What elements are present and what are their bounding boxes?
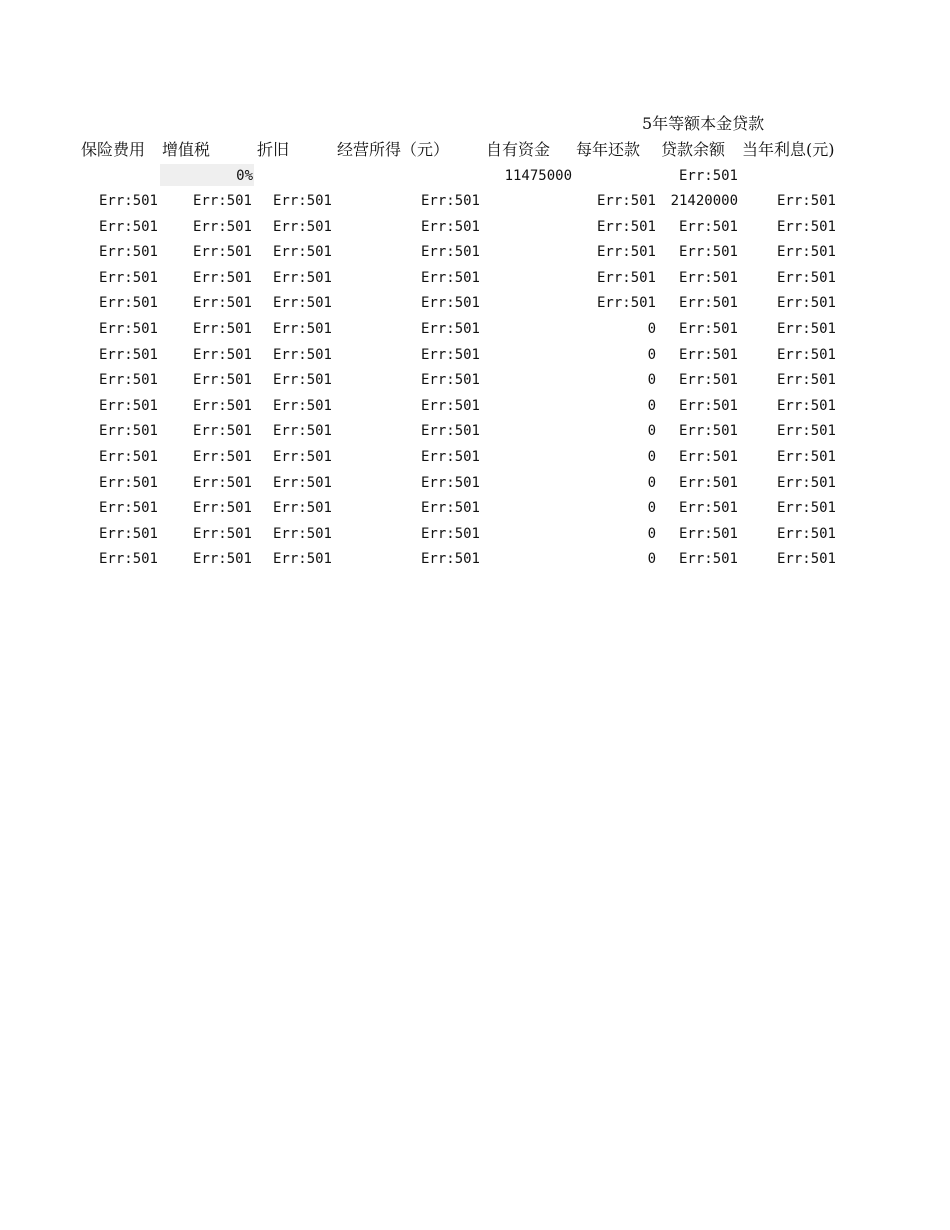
cell-operating-income: Err:501 [420, 321, 480, 337]
cell-vat: Err:501 [192, 423, 252, 439]
cell-depreciation: Err:501 [272, 244, 332, 260]
cell-insurance: Err:501 [98, 526, 158, 542]
cell-vat: Err:501 [192, 500, 252, 516]
cell-insurance: Err:501 [98, 551, 158, 567]
cell-depreciation: Err:501 [272, 500, 332, 516]
cell-annual-repayment: 0 [647, 526, 656, 542]
cell-insurance: Err:501 [98, 193, 158, 209]
cell-annual-repayment: 0 [647, 372, 656, 388]
cell-annual-interest: Err:501 [776, 423, 836, 439]
cell-depreciation: Err:501 [272, 219, 332, 235]
cell-annual-interest: Err:501 [776, 500, 836, 516]
cell-annual-interest: Err:501 [776, 449, 836, 465]
cell-annual-interest: Err:501 [776, 270, 836, 286]
cell-annual-interest: Err:501 [776, 321, 836, 337]
cell-operating-income: Err:501 [420, 551, 480, 567]
cell-annual-interest: Err:501 [776, 475, 836, 491]
cell-operating-income: Err:501 [420, 244, 480, 260]
cell-insurance: Err:501 [98, 449, 158, 465]
cell-operating-income: Err:501 [420, 219, 480, 235]
cell-depreciation: Err:501 [272, 270, 332, 286]
cell-operating-income: Err:501 [420, 423, 480, 439]
cell-loan-balance: Err:501 [678, 526, 738, 542]
cell-loan-balance: Err:501 [678, 347, 738, 363]
loan-banner: 5年等额本金贷款 [642, 114, 765, 133]
cell-operating-income: Err:501 [420, 475, 480, 491]
cell-annual-repayment: Err:501 [596, 244, 656, 260]
cell-loan-balance: Err:501 [678, 475, 738, 491]
header-annual-interest: 当年利息(元) [742, 141, 835, 159]
cell-loan-balance: 21420000 [670, 193, 738, 209]
cell-vat: Err:501 [192, 526, 252, 542]
cell-insurance: Err:501 [98, 475, 158, 491]
cell-annual-repayment: 0 [647, 347, 656, 363]
cell-depreciation: Err:501 [272, 372, 332, 388]
cell-depreciation: Err:501 [272, 193, 332, 209]
cell-annual-interest: Err:501 [776, 347, 836, 363]
cell-vat: Err:501 [192, 321, 252, 337]
cell-operating-income: Err:501 [420, 295, 480, 311]
cell-annual-repayment: 0 [647, 321, 656, 337]
cell-insurance: Err:501 [98, 423, 158, 439]
cell-operating-income: Err:501 [420, 449, 480, 465]
cell-vat: Err:501 [192, 372, 252, 388]
cell-annual-interest: Err:501 [776, 244, 836, 260]
cell-depreciation: Err:501 [272, 321, 332, 337]
cell-annual-repayment: Err:501 [596, 295, 656, 311]
cell-loan-balance: Err:501 [678, 295, 738, 311]
cell-operating-income: Err:501 [420, 500, 480, 516]
cell-loan-balance: Err:501 [678, 423, 738, 439]
cell-annual-repayment: Err:501 [596, 270, 656, 286]
cell-operating-income: Err:501 [420, 347, 480, 363]
cell-vat: Err:501 [192, 295, 252, 311]
cell-annual-repayment: 0 [647, 551, 656, 567]
cell-annual-repayment: Err:501 [596, 193, 656, 209]
cell-insurance: Err:501 [98, 398, 158, 414]
cell-insurance: Err:501 [98, 347, 158, 363]
cell-depreciation: Err:501 [272, 449, 332, 465]
cell-depreciation: Err:501 [272, 526, 332, 542]
cell-annual-repayment: 0 [647, 398, 656, 414]
cell-depreciation: Err:501 [272, 551, 332, 567]
cell-depreciation: Err:501 [272, 423, 332, 439]
cell-operating-income: Err:501 [420, 193, 480, 209]
cell-vat: Err:501 [192, 219, 252, 235]
cell-annual-repayment: 0 [647, 449, 656, 465]
cell-loan-balance: Err:501 [678, 244, 738, 260]
cell-loan-balance: Err:501 [678, 270, 738, 286]
cell-loan-balance: Err:501 [678, 551, 738, 567]
cell-annual-interest: Err:501 [776, 398, 836, 414]
cell-annual-interest: Err:501 [776, 526, 836, 542]
cell-loan-balance: Err:501 [678, 219, 738, 235]
cell-vat: Err:501 [192, 193, 252, 209]
header-vat: 增值税 [162, 140, 211, 159]
vat-rate-value: 0% [236, 168, 253, 184]
header-operating-income: 经营所得（元） [337, 140, 450, 159]
cell-insurance: Err:501 [98, 295, 158, 311]
cell-depreciation: Err:501 [272, 347, 332, 363]
cell-insurance: Err:501 [98, 500, 158, 516]
cell-loan-balance: Err:501 [678, 398, 738, 414]
cell-insurance: Err:501 [98, 321, 158, 337]
cell-loan-balance: Err:501 [678, 321, 738, 337]
header-insurance: 保险费用 [81, 140, 146, 159]
cell-insurance: Err:501 [98, 270, 158, 286]
cell-annual-repayment: 0 [647, 500, 656, 516]
cell-vat: Err:501 [192, 449, 252, 465]
cell-insurance: Err:501 [98, 372, 158, 388]
cell-annual-repayment: 0 [647, 475, 656, 491]
cell-operating-income: Err:501 [420, 526, 480, 542]
cell-depreciation: Err:501 [272, 398, 332, 414]
initial-loan-balance-value: Err:501 [678, 168, 738, 184]
cell-annual-repayment: Err:501 [596, 219, 656, 235]
cell-vat: Err:501 [192, 270, 252, 286]
header-loan-balance: 贷款余额 [661, 140, 726, 159]
cell-loan-balance: Err:501 [678, 500, 738, 516]
cell-insurance: Err:501 [98, 244, 158, 260]
cell-operating-income: Err:501 [420, 398, 480, 414]
cell-operating-income: Err:501 [420, 372, 480, 388]
cell-annual-repayment: 0 [647, 423, 656, 439]
header-own-funds: 自有资金 [486, 140, 551, 159]
cell-operating-income: Err:501 [420, 270, 480, 286]
cell-annual-interest: Err:501 [776, 551, 836, 567]
cell-insurance: Err:501 [98, 219, 158, 235]
cell-annual-interest: Err:501 [776, 295, 836, 311]
cell-vat: Err:501 [192, 398, 252, 414]
cell-loan-balance: Err:501 [678, 449, 738, 465]
cell-annual-interest: Err:501 [776, 219, 836, 235]
own-funds-value: 11475000 [504, 168, 572, 184]
cell-vat: Err:501 [192, 244, 252, 260]
header-depreciation: 折旧 [257, 140, 290, 159]
cell-vat: Err:501 [192, 347, 252, 363]
cell-vat: Err:501 [192, 475, 252, 491]
cell-annual-interest: Err:501 [776, 193, 836, 209]
cell-vat: Err:501 [192, 551, 252, 567]
cell-annual-interest: Err:501 [776, 372, 836, 388]
header-annual-repayment: 每年还款 [576, 140, 641, 159]
cell-depreciation: Err:501 [272, 475, 332, 491]
cell-depreciation: Err:501 [272, 295, 332, 311]
cell-loan-balance: Err:501 [678, 372, 738, 388]
